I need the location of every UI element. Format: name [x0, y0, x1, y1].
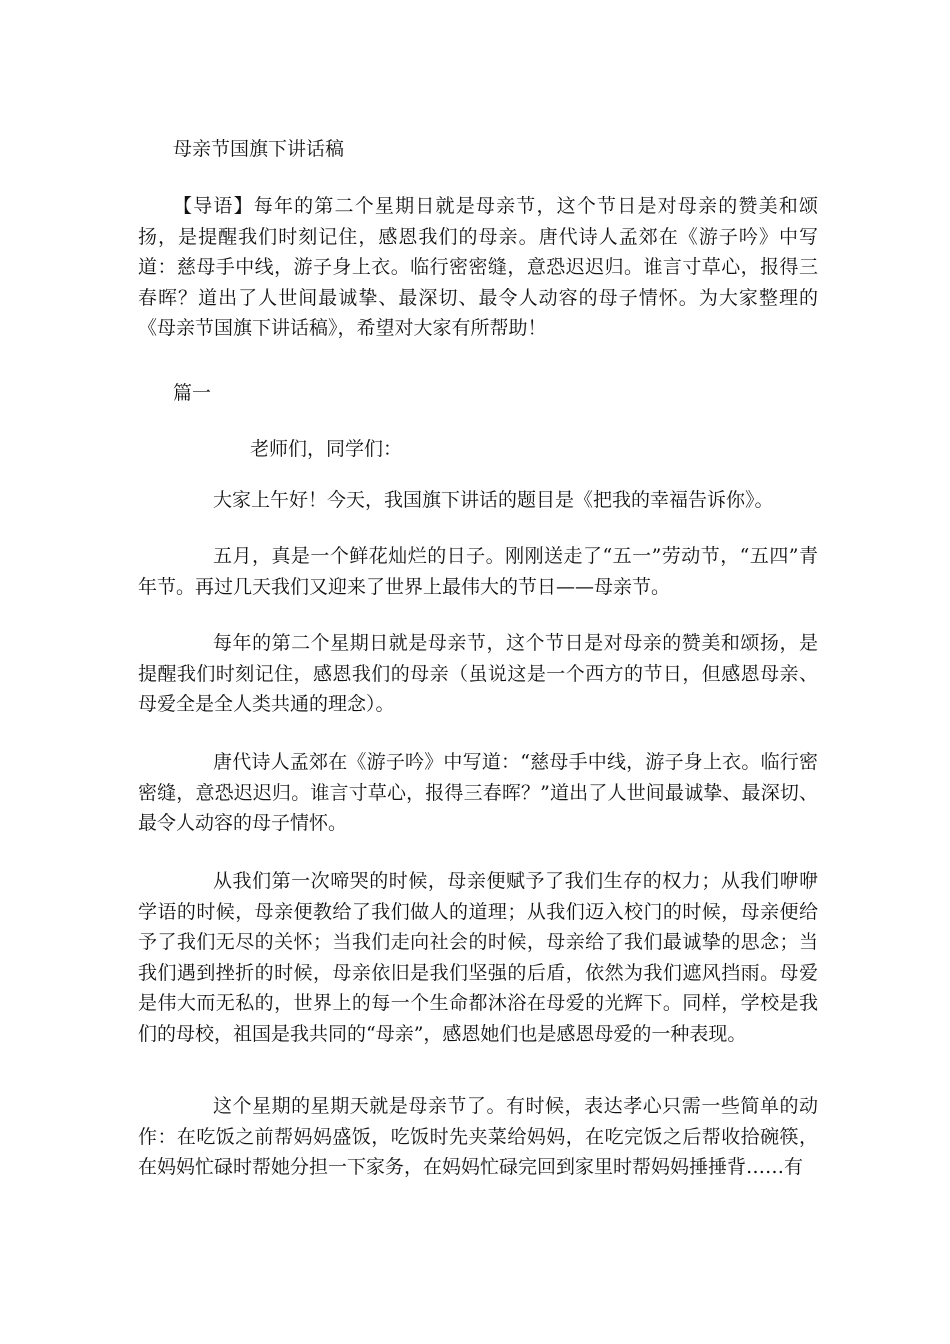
- body-paragraph-4: 唐代诗人孟郊在《游子吟》中写道：“慈母手中线，游子身上衣。临行密密缝，意恐迟迟归。谁言寸草心，报得三春晖？”道出了人世间最诚挚、最深切、最令人动容的母子情怀。: [138, 751, 818, 834]
- body-paragraph-1: 大家上午好！今天，我国旗下讲话的题目是《把我的幸福告诉你》。: [213, 489, 774, 511]
- greeting: 老师们，同学们：: [250, 438, 403, 460]
- body-paragraph-5: 从我们第一次啼哭的时候，母亲便赋予了我们生存的权力；从我们咿咿学语的时候，母亲便教给了我们做人的道理；从我们迈入校门的时候，母亲便给予了我们无尽的关怀；当我们走向社会的时候，母亲给了我们最诚挚的思念；当我们遇到挫折的时候，母亲依旧是我们坚强的后盾，依然为我们遮风挡雨。母爱是伟大而无私的，世界上的每一个生命都沐浴在母爱的光辉下。同样，学校是我们的母校，祖国是我共同的“母亲”，感恩她们也是感恩母爱的一种表现。: [138, 870, 818, 1045]
- intro-paragraph: 【导语】每年的第二个星期日就是母亲节，这个节日是对母亲的赞美和颂扬，是提醒我们时刻记住，感恩我们的母亲。唐代诗人孟郊在《游子吟》中写道：慈母手中线，游子身上衣。临行密密缝，意恐迟迟归。谁言寸草心，报得三春晖？道出了人世间最诚挚、最深切、最令人动容的母子情怀。为大家整理的《母亲节国旗下讲话稿》，希望对大家有所帮助！: [138, 195, 818, 339]
- section-label: 篇一: [173, 382, 212, 404]
- document-title: 母亲节国旗下讲话稿: [173, 138, 345, 160]
- body-paragraph-6: 这个星期的星期天就是母亲节了。有时候，表达孝心只需一些简单的动作：在吃饭之前帮妈妈盛饭，吃饭时先夹菜给妈妈，在吃完饭之后帮收拾碗筷，在妈妈忙碌时帮她分担一下家务，在妈妈忙碌完回到家里时帮妈妈捶捶背……有: [138, 1095, 818, 1178]
- body-paragraph-3: 每年的第二个星期日就是母亲节，这个节日是对母亲的赞美和颂扬，是提醒我们时刻记住，感恩我们的母亲（虽说这是一个西方的节日，但感恩母亲、母爱全是全人类共通的理念）。: [138, 632, 818, 715]
- body-paragraph-2: 五月，真是一个鲜花灿烂的日子。刚刚送走了“五一”劳动节，“五四”青年节。再过几天我们又迎来了世界上最伟大的节日——母亲节。: [138, 545, 818, 598]
